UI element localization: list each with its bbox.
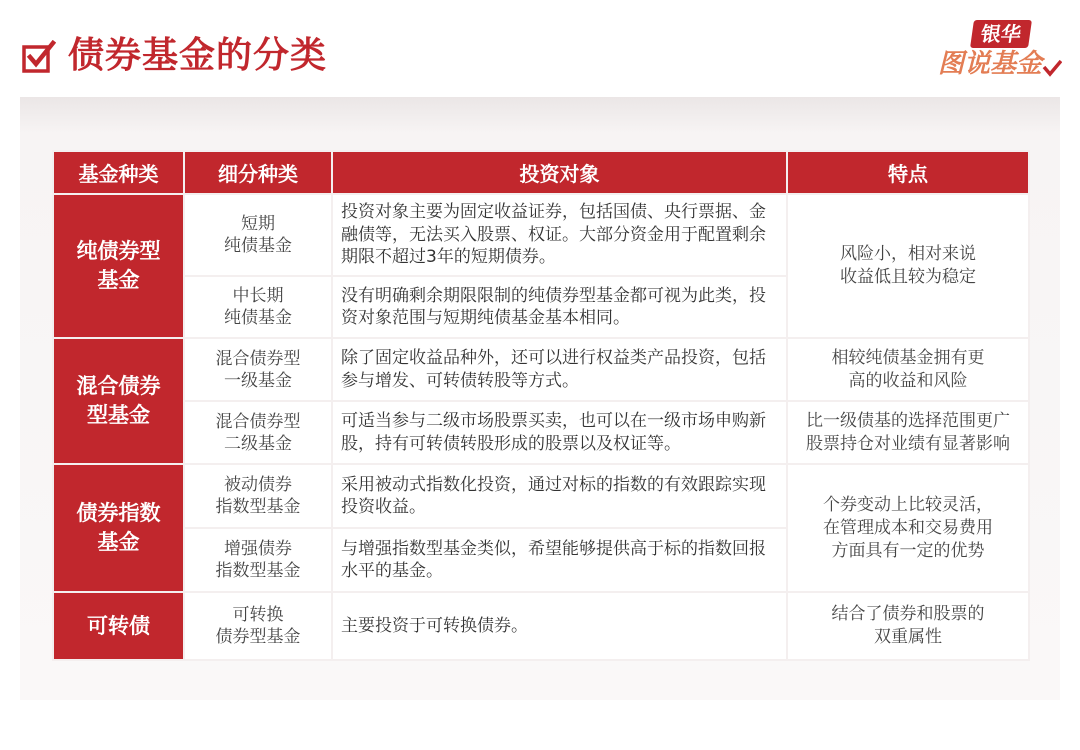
brand-logo: [930, 18, 1065, 84]
category-cell: 债券指数 基金: [53, 464, 184, 592]
feature-cell: 个券变动上比较灵活， 在管理成本和交易费用 方面具有一定的优势: [787, 464, 1029, 592]
header-investment-target: 投资对象: [332, 151, 787, 194]
header-sub-type: 细分种类: [184, 151, 332, 194]
target-cell: 与增强指数型基金类似，希望能够提供高于标的指数回报水平的基金。: [332, 528, 787, 592]
sub-type-cell: 短期 纯债基金: [184, 194, 332, 276]
target-cell: 除了固定收益品种外，还可以进行权益类产品投资，包括参与增发、可转债转股等方式。: [332, 338, 787, 401]
sub-type-cell: 被动债券 指数型基金: [184, 464, 332, 528]
sub-type-cell: 增强债券 指数型基金: [184, 528, 332, 592]
sub-type-cell: 中长期 纯债基金: [184, 276, 332, 338]
logo-top-text: 银华: [970, 20, 1032, 48]
table-row: [53, 592, 1029, 660]
target-cell: 没有明确剩余期限限制的纯债券型基金都可视为此类，投资对象范围与短期纯债基金基本相同。: [332, 276, 787, 338]
target-cell: 投资对象主要为固定收益证券，包括国债、央行票据、金融债等，无法买入股票、权证。大部分资金用于配置剩余期限不超过3年的短期债券。: [332, 194, 787, 276]
page-title: 债券基金的分类: [68, 35, 328, 76]
header-fund-type: 基金种类: [53, 151, 184, 194]
feature-cell: 结合了债券和股票的 双重属性: [787, 592, 1029, 660]
category-cell: 纯债券型 基金: [53, 194, 184, 338]
sub-type-cell: 可转换 债券型基金: [184, 592, 332, 660]
fund-classification-table: [52, 150, 1030, 661]
table-row: [53, 464, 1029, 528]
category-cell: 可转债: [53, 592, 184, 660]
category-cell: 混合债券 型基金: [53, 338, 184, 464]
table-row: [53, 338, 1029, 401]
feature-cell: 风险小，相对来说 收益低且较为稳定: [787, 194, 1029, 338]
target-cell: 可适当参与二级市场股票买卖，也可以在一级市场申购新股，持有可转债转股形成的股票以及权证等。: [332, 401, 787, 464]
header-features: 特点: [787, 151, 1029, 194]
target-cell: 采用被动式指数化投资，通过对标的指数的有效跟踪实现投资收益。: [332, 464, 787, 528]
page-header: [0, 0, 1080, 95]
sub-type-cell: 混合债券型 一级基金: [184, 338, 332, 401]
table-row: [53, 194, 1029, 276]
feature-cell: 比一级债基的选择范围更广 股票持仓对业绩有显著影响: [787, 401, 1029, 464]
feature-cell: 相较纯债基金拥有更 高的收益和风险: [787, 338, 1029, 401]
sub-type-cell: 混合债券型 二级基金: [184, 401, 332, 464]
table-header-row: [53, 151, 1029, 194]
checkbox-icon: [22, 40, 56, 74]
table-row: [53, 401, 1029, 464]
logo-bottom-text: 图说基金: [938, 49, 1043, 79]
logo-check-icon: [1042, 58, 1062, 78]
target-cell: 主要投资于可转换债券。: [332, 592, 787, 660]
